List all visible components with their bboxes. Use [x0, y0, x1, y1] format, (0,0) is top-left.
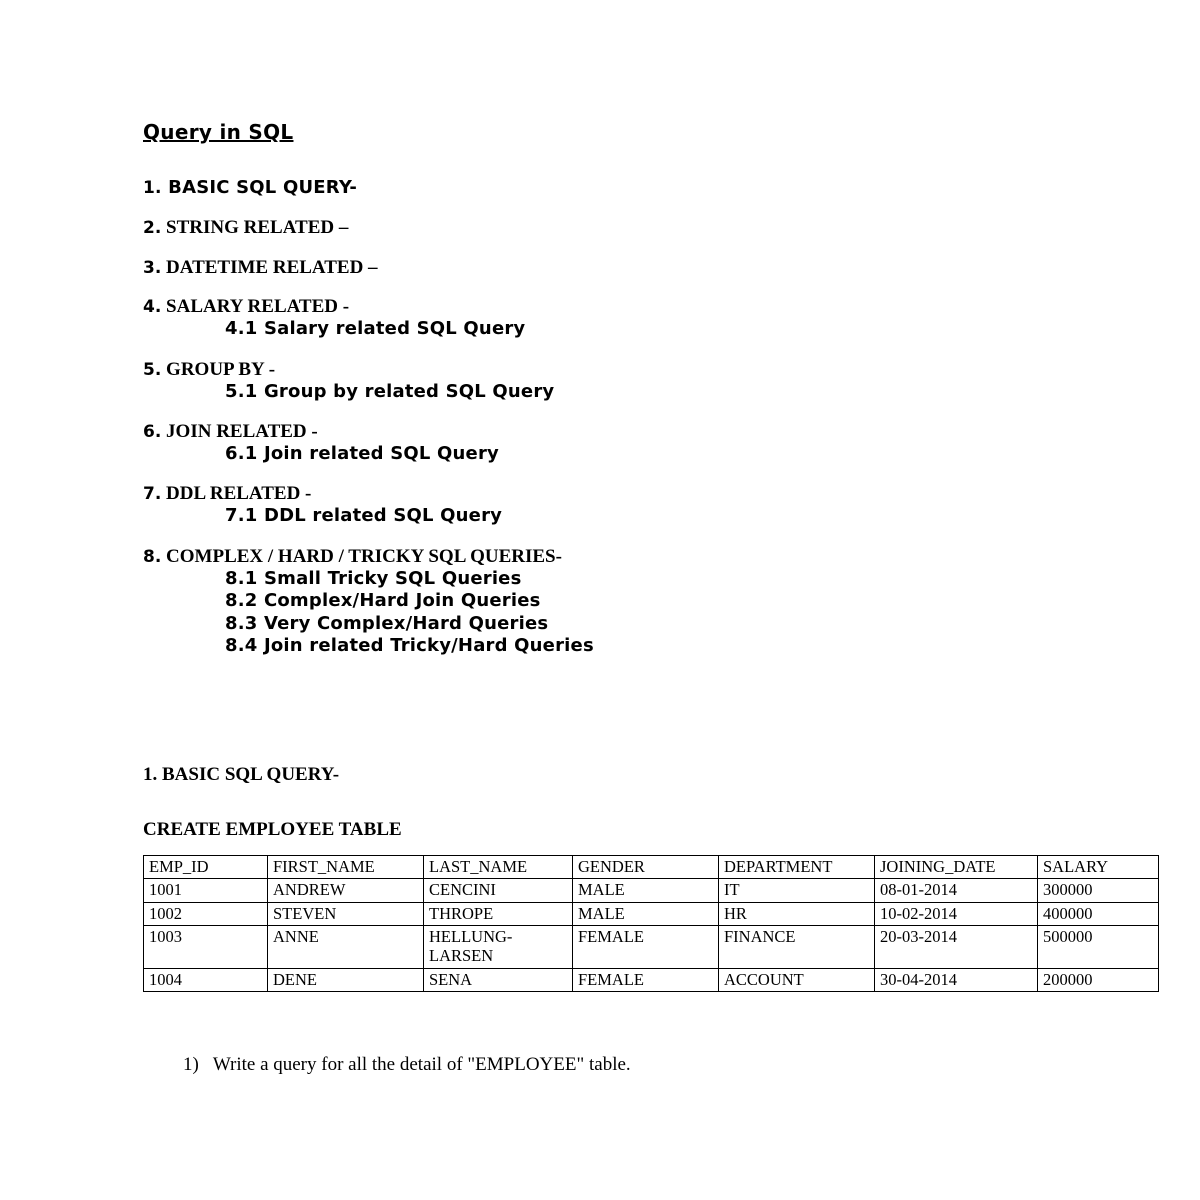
- table-cell: MALE: [573, 902, 719, 925]
- toc-subentry[interactable]: 6.1 Join related SQL Query: [225, 442, 499, 464]
- toc-subentry[interactable]: 7.1 DDL related SQL Query: [225, 505, 503, 527]
- table-cell: HELLUNG-LARSEN: [424, 926, 573, 969]
- table-cell: ACCOUNT: [719, 968, 875, 991]
- table-cell: SENA: [424, 968, 573, 991]
- table-column-header: EMP_ID: [144, 855, 268, 878]
- toc-subentry-group: [143, 505, 1060, 528]
- table-column-header: LAST_NAME: [424, 855, 573, 878]
- table-cell: ANDREW: [268, 879, 424, 902]
- toc-entry-label: DDL RELATED -: [161, 483, 312, 505]
- toc-entry-title[interactable]: [143, 546, 1060, 568]
- toc-entry-title[interactable]: [143, 217, 1060, 239]
- table-cell: FEMALE: [573, 968, 719, 991]
- table-cell: FEMALE: [573, 926, 719, 969]
- table-column-header: JOINING_DATE: [875, 855, 1038, 878]
- table-cell: HR: [719, 902, 875, 925]
- table-column-header: GENDER: [573, 855, 719, 878]
- table-cell: 200000: [1038, 968, 1159, 991]
- toc-entry-number: 2.: [143, 217, 162, 238]
- toc-subentry[interactable]: 4.1 Salary related SQL Query: [225, 318, 526, 340]
- toc-entry-label: BASIC SQL QUERY-: [161, 177, 358, 198]
- toc-entry: [143, 421, 1060, 465]
- toc-entry-number: 5.: [143, 359, 162, 380]
- table-cell: 400000: [1038, 902, 1159, 925]
- toc-entry-title[interactable]: [143, 257, 1060, 279]
- toc-entry: [143, 178, 1060, 199]
- toc-subentry-group: [143, 318, 1060, 341]
- table-cell: 1002: [144, 902, 268, 925]
- vertical-spacer: [143, 676, 1060, 764]
- toc-entry-label: GROUP BY -: [161, 358, 276, 380]
- toc-entry-label: SALARY RELATED -: [161, 296, 350, 318]
- toc-entry-label: COMPLEX / HARD / TRICKY SQL QUERIES-: [161, 545, 562, 567]
- toc-subentry-group: [143, 381, 1060, 404]
- table-cell: 500000: [1038, 926, 1159, 969]
- toc-subentry[interactable]: 8.1 Small Tricky SQL Queries: [225, 567, 522, 589]
- toc-entry-label: JOIN RELATED -: [161, 421, 318, 443]
- toc-subentry[interactable]: 8.4 Join related Tricky/Hard Queries: [225, 635, 594, 657]
- toc-subentry[interactable]: 5.1 Group by related SQL Query: [225, 380, 555, 402]
- toc-entry-number: 8.: [143, 546, 162, 567]
- toc-entry-number: 3.: [143, 257, 162, 278]
- table-cell: THROPE: [424, 902, 573, 925]
- toc-entry-label: DATETIME RELATED –: [161, 256, 378, 278]
- toc-subentry-group: [143, 568, 1060, 658]
- table-cell: 10-02-2014: [875, 902, 1038, 925]
- table-cell: 1001: [144, 879, 268, 902]
- table-cell: ANNE: [268, 926, 424, 969]
- toc-entry: [143, 217, 1060, 239]
- toc-entry-label: STRING RELATED –: [161, 216, 349, 238]
- table-header-row: [144, 855, 1159, 878]
- toc-entry-title[interactable]: [143, 483, 1060, 505]
- table-cell: FINANCE: [719, 926, 875, 969]
- table-column-header: DEPARTMENT: [719, 855, 875, 878]
- table-column-header: SALARY: [1038, 855, 1159, 878]
- table-cell: MALE: [573, 879, 719, 902]
- table-header: [144, 855, 1159, 878]
- toc-entry-number: 4.: [143, 297, 162, 318]
- table-cell: DENE: [268, 968, 424, 991]
- table-column-header: FIRST_NAME: [268, 855, 424, 878]
- table-cell: STEVEN: [268, 902, 424, 925]
- table-cell: 20-03-2014: [875, 926, 1038, 969]
- list-item-marker: 1): [183, 1054, 199, 1076]
- question-list: [183, 1054, 1060, 1076]
- table-body: [144, 879, 1159, 992]
- toc-entry-number: 6.: [143, 422, 162, 443]
- table-row: [144, 926, 1159, 969]
- toc-entry: [143, 546, 1060, 658]
- table-row: [144, 879, 1159, 902]
- table-cell: 08-01-2014: [875, 879, 1038, 902]
- table-row: [144, 902, 1159, 925]
- table-cell: IT: [719, 879, 875, 902]
- toc-entry-title[interactable]: [143, 178, 1060, 199]
- toc-entry-title[interactable]: [143, 421, 1060, 443]
- toc-entry: [143, 296, 1060, 340]
- employee-table: [143, 855, 1159, 993]
- toc-subentry[interactable]: 8.3 Very Complex/Hard Queries: [225, 612, 549, 634]
- list-item: [183, 1054, 1060, 1076]
- list-item-text: Write a query for all the detail of "EMPLOYEE" table.: [212, 1054, 631, 1076]
- section-heading: 1. BASIC SQL QUERY-: [143, 763, 340, 785]
- toc-entry: [143, 257, 1060, 279]
- toc-subentry[interactable]: 8.2 Complex/Hard Join Queries: [225, 590, 541, 612]
- toc-entry: [143, 483, 1060, 527]
- toc-subentry-group: [143, 443, 1060, 466]
- table-cell: 1003: [144, 926, 268, 969]
- toc-entry-title[interactable]: [143, 296, 1060, 318]
- toc-entry-number: 7.: [143, 484, 162, 505]
- table-cell: CENCINI: [424, 879, 573, 902]
- toc-entry: [143, 359, 1060, 403]
- table-row: [144, 968, 1159, 991]
- table-of-contents: [143, 178, 1060, 658]
- toc-entry-title[interactable]: [143, 359, 1060, 381]
- table-cell: 1004: [144, 968, 268, 991]
- table-cell: 300000: [1038, 879, 1159, 902]
- page-title: Query in SQL: [143, 120, 294, 144]
- toc-entry-number: 1.: [143, 178, 162, 198]
- table-caption: CREATE EMPLOYEE TABLE: [143, 818, 402, 840]
- table-cell: 30-04-2014: [875, 968, 1038, 991]
